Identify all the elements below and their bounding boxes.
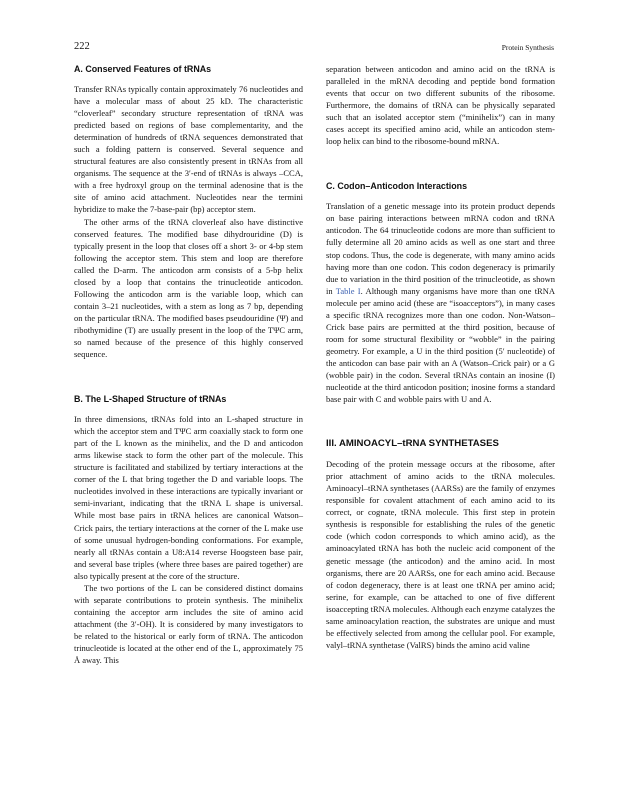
section-a-heading: A. Conserved Features of tRNAs — [74, 64, 212, 74]
section-c-text-after-link: . Although many organisms have more than one tRNA molecule per amino acid (these are “isoacceptors”), in many cases a specific tRNA recognizes more than one codon. Non-Watson–Crick base pairs are permitted at the third position, because of room for some structural flexibility or “wobble” in the pairing geometry. For example, a U in the third position (5′ nucleotide) of the anticodon can base pair with an A (Watson–Crick pair) or a G (wobble pair) in the codon. Several tRNAs contain an inosine (I) nucleotide at the third anticodon position; inosine forms a standard base pair with C and wobble pairs with U and A. — [326, 285, 556, 405]
left-column — [74, 63, 303, 666]
section-b-paragraph-2: The two portions of the L can be considered distinct domains with separate contributions to protein synthesis. The minihelix containing the acceptor arm includes the site of amino acid attachment (the 3′-OH). It is considered by many investigators to be related to the historical or early form of tRNA. The anticodon trinucleotide is located at the other end of the L, approximately 75 Å away. This — [74, 582, 303, 666]
section-a-paragraph-2: The other arms of the tRNA cloverleaf also have distinctive conserved features. The modified base dihydrouridine (D) is typically present in the loop that closes off a short 3- or 4-bp stem following the acceptor stem. This stem and loop are therefore called the D-arm. The anticodon arm consists of a 5-bp helix closed by a loop that contains the trinucleotide anticodon. Following the anticodon arm is the variable loop, which can contain 3–21 nucleotides, with a stem as long as 7 bp, depending on the particular tRNA. The modified bases pseudouridine (Ψ) and ribothymidine (T) are usually present in the loop of the TΨC arm, so named because of the presence of this highly conserved sequence. — [74, 216, 303, 360]
section-iii-paragraph: Decoding of the protein message occurs at the ribosome, after prior attachment of amino acids to the tRNA molecules. Aminoacyl–tRNA synthetases (AARSs) are the family of enzymes responsible for covalent attachment of each amino acid to its correct, or cognate, tRNA molecule. This first step in protein synthesis is responsible for establishing the rules of the genetic code (which codon corresponds to which amino acid), as the aminoacylated tRNA has both the nucleic acid component of the genetic message (the anticodon) and the amino acid. In most organisms, there are 20 AARSs, one for each amino acid. Because of codon degeneracy, there is at least one tRNA per amino acid; serine, for example, can be attached to one of five different isoaccepting tRNA molecules. Although each enzyme catalyzes the same aminoacylation reaction, the substrates are unique and must be effectively selected from among the cellular pool. For example, valyl–tRNA synthetase (ValRS) binds the amino acid valine — [326, 459, 555, 650]
page-number: 222 — [74, 41, 90, 52]
running-title: Protein Synthesis — [501, 43, 554, 52]
right-column — [326, 63, 555, 651]
section-b-heading: B. The L-Shaped Structure of tRNAs — [74, 394, 227, 405]
section-c-text-before-link: Translation of a genetic message into its protein product depends on base pairing interactions between mRNA codon and tRNA anticodon. The 64 trinucleotide codons are more than sufficient to fully determine all 20 amino acids as well as one start and three stop codons. Thus, the code is degenerate, with many amino acids having more than one codon. This codon degeneracy is primarily due to variation in the third position of the trinucleotide, as shown in — [326, 201, 555, 296]
continued-paragraph: separation between anticodon and amino acid on the tRNA is paralleled in the mRNA decoding and peptide bond formation events that occur on two different subunits of the ribosome. Furthermore, the domains of tRNA can be physically separated such that an isolated acceptor stem (“minihelix”) can in many cases accept its specified amino acid, while an anticodon stem-loop helix can bind to the ribosome-bound mRNA. — [326, 64, 555, 147]
section-iii-heading: III. AMINOACYL–tRNA SYNTHETASES — [326, 438, 499, 450]
section-b-paragraph-1: In three dimensions, tRNAs fold into an L-shaped structure in which the acceptor stem and TΨC arm coaxially stack to form one part of the L known as the minihelix, and the D and anticodon arms likewise stack to form the other part of the molecule. This structure is facilitated and stabilized by tertiary interactions at the corner of the L that bring together the D and variable loops. The nucleotides involved in these interactions are typically invariant or semi-invariant, indicating that the tRNA L shape is universal. While most base pairs in tRNA helices are canonical Watson–Crick pairs, the tertiary interactions at the corner of the L make use of some unusual hydrogen-bonding conformations. For example, nearly all tRNAs contain a U8:A14 reverse Hoogsteen base pair, and several base triples (where three bases are paired together) are also typically present at the core of the structure. — [74, 414, 303, 581]
table-i-link[interactable]: Table I — [335, 285, 361, 296]
section-a-paragraph-1: Transfer RNAs typically contain approximately 76 nucleotides and have a molecular mass of about 25 kD. The characteristic “cloverleaf” secondary structure representation of tRNA was predicted based on regions of base complementarity, and the determination of hundreds of tRNA sequences demonstrated that such a folding pattern is conserved. Several sequence and structural features are also consistently present in tRNAs from all organisms. The sequence at the 3′-end of tRNAs is always –CCA, with a free hydroxyl group on the terminal adenosine that is the site of amino acid attachment. Nucleotides near the termini hybridize to make the 7-base-pair (bp) acceptor stem. — [74, 84, 303, 215]
section-c-paragraph — [326, 200, 555, 405]
section-c-heading: C. Codon–Anticodon Interactions — [326, 181, 468, 192]
